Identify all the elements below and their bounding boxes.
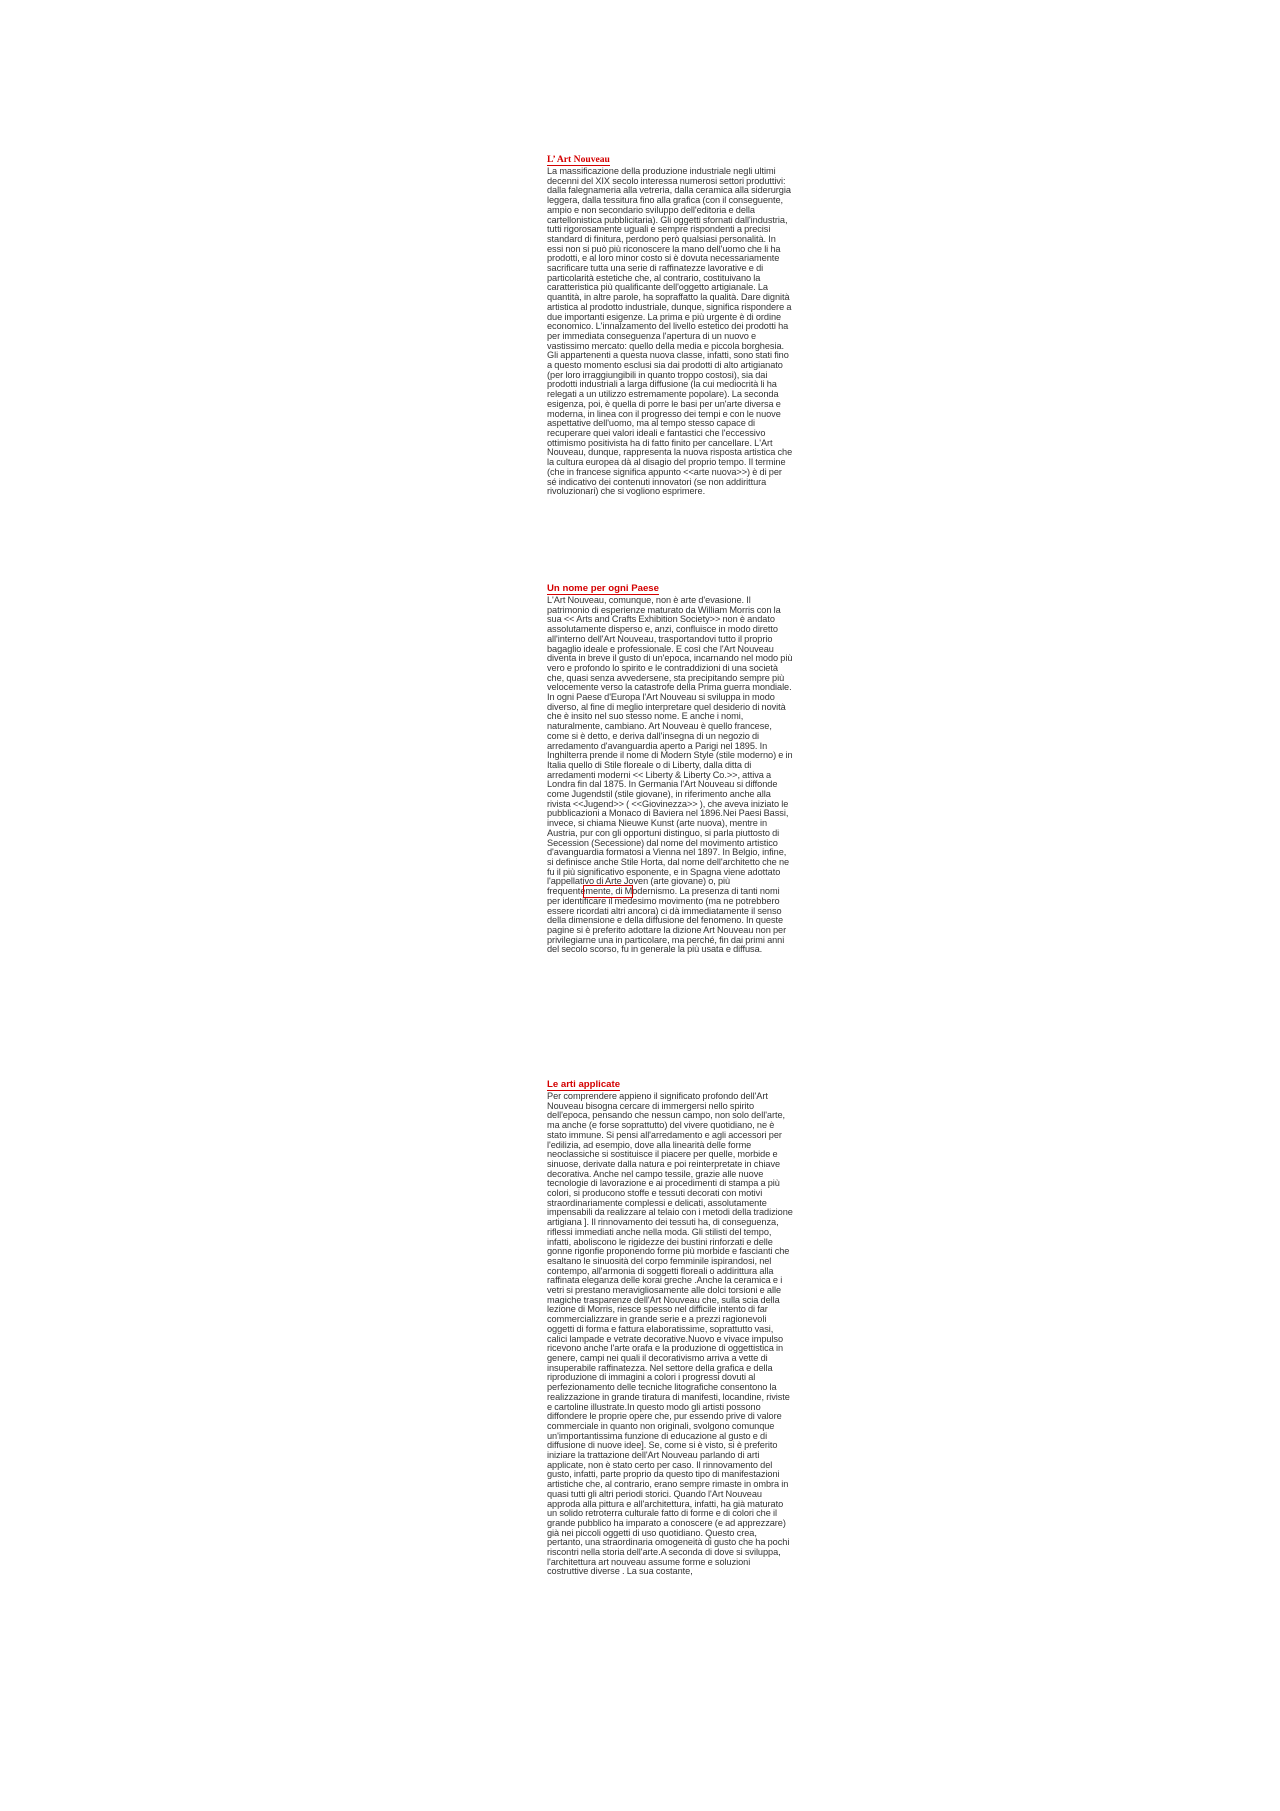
section-body: La massificazione della produzione industriale negli ultimi decenni del XIX secolo interessa numerosi settori produttivi: dalla falegnameria alla vetreria, dalla ceramica alla siderurgia leggera, dalla tessitura fino alla grafica (con il conseguente, ampio e non secondario sviluppo dell'editoria e della cartellonistica pubblicitaria). Gli oggetti sfornati dall'industria, tutti rigorosamente uguali e sempre rispondenti a precisi standard di finitura, perdono però qualsiasi personalità. In essi non si può più riconoscere la mano dell'uomo che li ha prodotti, e al loro minor costo si è dovuta necessariamente sacrificare tutta una serie di raffinatezze lavorative e di particolarità estetiche che, al contrario, costituivano la caratteristica più qualificante dell'oggetto artigianale. La quantità, in altre parole, ha sopraffatto la qualità. Dare dignità artistica al prodotto industriale, dunque, significa rispondere a due importanti esigenze. La prima e più urgente è di ordine economico. L'innalzamento del livello estetico dei prodotti ha per immediata conseguenza l'apertura di un nuovo e vastissimo mercato: quello della media e piccola borghesia. Gli appartenenti a questa nuova classe, infatti, sono stati fino a questo momento esclusi sia dai prodotti di alto artigianato (per loro irraggiungibili in quanto troppo costosi), sia dai prodotti industriali a larga diffusione (la cui mediocrità li ha relegati a un utilizzo estremamente popolare). La seconda esigenza, poi, è quella di porre le basi per un'arte diversa e moderna, in linea con il progresso dei tempi e con le nuove aspettative dell'uomo, ma al tempo stesso capace di recuperare quei valori ideali e fantastici che l'eccessivo ottimismo positivista ha di fatto finito per cancellare. L'Art Nouveau, dunque, rappresenta la nuova risposta artistica che la cultura europea dà al disagio del proprio tempo. Il termine (che in francese significa appunto <<arte nuova>>) è di per sé indicativo dei contenuti innovatori (se non addirittura rivoluzionari) che si vogliono esprimere. — [547, 166, 793, 497]
section-un-nome-per-ogni-paese — [547, 578, 793, 955]
section-le-arti-applicate — [547, 1074, 793, 1577]
highlight-annotation-box — [583, 885, 633, 898]
section-art-nouveau — [547, 149, 793, 497]
section-body: Per comprendere appieno il significato profondo dell'Art Nouveau bisogna cercare di immergersi nello spirito dell'epoca, pensando che nessun campo, non solo dell'arte, ma anche (e forse soprattutto) del vivere quotidiano, ne è stato immune. Si pensi all'arredamento e agli accessori per l'edilizia, ad esempio, dove alla linearità delle forme neoclassiche si sostituisce il piacere per quelle, morbide e sinuose, derivate dalla natura e poi reinterpretate in chiave decorativa. Anche nel campo tessile, grazie alle nuove tecnologie di lavorazione e ai procedimenti di stampa a più colori, si producono stoffe e tessuti decorati con motivi straordinariamente complessi e delicati, assolutamente impensabili da realizzare al telaio con i metodi della tradizione artigiana ]. Il rinnovamento dei tessuti ha, di conseguenza, riflessi immediati anche nella moda. Gli stilisti del tempo, infatti, aboliscono le rigidezze dei bustini rinforzati e delle gonne rigonfie proponendo forme più morbide e fascianti che esaltano le sinuosità del corpo femminile ispirandosi, nel contempo, all'armonia di soggetti floreali o addirittura alla raffinata eleganza delle korai greche .Anche la ceramica e i vetri si prestano meravigliosamente alle dolci torsioni e alle magiche trasparenze dell'Art Nouveau che, sulla scia della lezione di Morris, riesce spesso nel difficile intento di far commercializzare in grande serie e a prezzi ragionevoli oggetti di forma e fattura elaboratissime, soprattutto vasi, calici lampade e vetrate decorative.Nuovo e vivace impulso ricevono anche l'arte orafa e la produzione di oggettistica in genere, campi nei quali il decorativismo arriva a vette di insuperabile raffinatezza. Nel settore della grafica e della riproduzione di immagini a colori i progressi dovuti al perfezionamento delle tecniche litografiche consentono la realizzazione in grande tiratura di manifesti, locandine, riviste e cartoline illustrate.In questo modo gli artisti possono diffondere le proprie opere che, pur essendo prive di valore commerciale in quanto non originali, svolgono comunque un'importantissima funzione di educazione al gusto e di diffusione di nuove idee]. Se, come si è visto, si è preferito iniziare la trattazione dell'Art Nouveau parlando di arti applicate, non è stato certo per caso. Il rinnovamento del gusto, infatti, parte proprio da questo tipo di manifestazioni artistiche che, al contrario, erano sempre rimaste in ombra in quasi tutti gli altri periodi storici. Quando l'Art Nouveau approda alla pittura e all'architettura, infatti, ha già maturato un solido retroterra culturale fatto di forme e di colori che il grande pubblico ha imparato a conoscere (e ad apprezzare) già nei piccoli oggetti di uso quotidiano. Questo crea, pertanto, una straordinaria omogeneità di gusto che ha pochi riscontri nella storia dell'arte.A seconda di dove si sviluppa, l'architettura art nouveau assume forme e soluzioni costruttive diverse . La sua costante, — [547, 1091, 793, 1577]
section-title: Un nome per ogni Paese — [547, 583, 659, 594]
section-title: L’ Art Nouveau — [547, 154, 610, 165]
section-body: L'Art Nouveau, comunque, non è arte d'evasione. Il patrimonio di esperienze maturato da William Morris con la sua << Arts and Crafts Exhibition Society>> non è andato assolutamente disperso e, anzi, confluisce in modo diretto all'interno dell'Art Nouveau, trasportandovi tutto il proprio bagaglio ideale e professionale. E così che l'Art Nouveau diventa in breve il gusto di un'epoca, incarnando nel modo più vero e profondo lo spirito e le contraddizioni di una società che, quasi senza avvedersene, sta precipitando sempre più velocemente verso la catastrofe della Prima guerra mondiale. In ogni Paese d'Europa l'Art Nouveau si sviluppa in modo diverso, al fine di meglio interpretare quel desiderio di novità che è insito nel suo stesso nome. E anche i nomi, naturalmente, cambiano. Art Nouveau è quello francese, come si è detto, e deriva dall'insegna di un negozio di arredamento d'avanguardia aperto a Parigi nel 1895. In Inghilterra prende il nome di Modern Style (stile moderno) e in Italia quello di Stile floreale o di Liberty, dalla ditta di arredamenti moderni << Liberty & Liberty Co.>>, attiva a Londra fin dal 1875. In Germania l'Art Nouveau si diffonde come Jugendstil (stile giovane), in riferimento anche alla rivista <<Jugend>> ( <<Giovinezza>> ), che aveva iniziato le pubblicazioni a Monaco di Baviera nel 1896.Nei Paesi Bassi, invece, si chiama Nieuwe Kunst (arte nuova), mentre in Austria, pur con gli opportuni distinguo, si parla piuttosto di Secession (Secessione) dal nome del movimento artistico d'avanguardia formatosi a Vienna nel 1897. In Belgio, infine, si definisce anche Stile Horta, dal nome dell'architetto che ne fu il più significativo esponente, e in Spagna viene adottato l'appellativo di Arte Joven (arte giovane) o, più frequentemente, di Modernismo. La presenza di tanti nomi per identificare il medesimo movimento (ma ne potrebbero essere ricordati altri ancora) ci dà immediatamente il senso della dimensione e della diffusione del fenomeno. In queste pagine si è preferito adottare la dizione Art Nouveau non per privilegiarne una in particolare, ma perché, fin dai primi anni del secolo scorso, fu in generale la più usata e diffusa. — [547, 595, 793, 955]
section-title: Le arti applicate — [547, 1079, 621, 1090]
